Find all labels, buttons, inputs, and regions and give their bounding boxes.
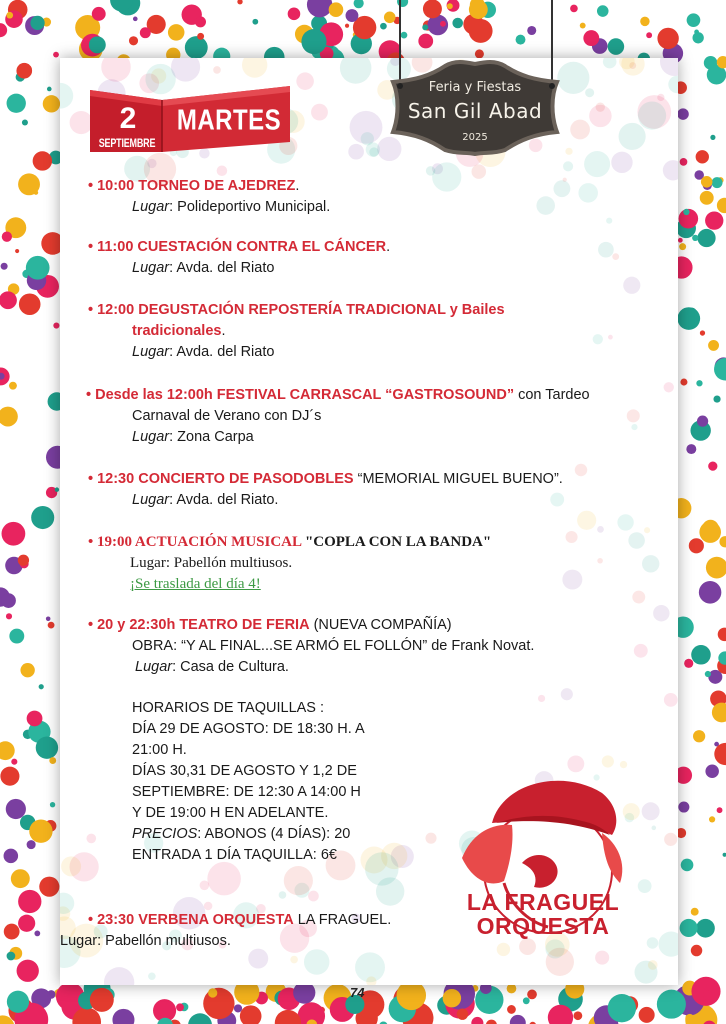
confetti-dot (2, 232, 12, 242)
confetti-dot (678, 238, 683, 243)
confetti-dot (706, 557, 726, 579)
confetti-dot (20, 663, 34, 677)
confetti-dot (570, 120, 590, 140)
confetti-dot (366, 142, 380, 156)
confetti-dot (296, 72, 314, 90)
confetti-dot (685, 1014, 694, 1023)
sign-title: Feria y Fiestas (428, 80, 522, 95)
confetti-dot (129, 36, 138, 45)
confetti-dot (696, 380, 702, 386)
confetti-dot (565, 148, 572, 155)
confetti-dot (6, 12, 13, 19)
confetti-dot (702, 520, 718, 536)
confetti-dot (638, 101, 666, 129)
confetti-dot (208, 988, 217, 997)
confetti-dot (279, 891, 287, 899)
event-place: : Avda. del Riato. (169, 492, 279, 508)
confetti-dot (714, 358, 726, 381)
event-title: • 10:00 TORNEO DE AJEDREZ (88, 178, 296, 194)
event-title-end: . (221, 323, 226, 339)
confetti-dot (623, 277, 640, 294)
weekday-label: MARTES (176, 104, 282, 137)
confetti-dot (195, 16, 206, 27)
event-place: : Avda. del Riato (169, 344, 275, 360)
confetti-dot (47, 87, 52, 92)
confetti-dot (39, 877, 59, 897)
confetti-dot (7, 952, 16, 961)
event-place: Lugar: Pabellón multiusos. (130, 555, 293, 571)
confetti-dot (680, 379, 687, 386)
event-title: • 20 y 22:30h TEATRO DE FERIA (88, 617, 310, 633)
confetti-dot (713, 395, 720, 402)
confetti-dot (304, 949, 330, 975)
confetti-dot (197, 33, 204, 40)
ticket-line: DÍA 29 DE AGOSTO: DE 18:30 H. A (132, 721, 365, 737)
month-label: SEPTIEMBRE (98, 136, 156, 150)
confetti-dot (43, 95, 60, 112)
confetti-dot (608, 38, 625, 55)
confetti-dot (507, 984, 517, 994)
confetti-dot (689, 538, 704, 553)
confetti-dot (457, 1008, 468, 1019)
confetti-dot (60, 893, 74, 914)
confetti-dot (185, 36, 208, 59)
ticket-line: 21:00 H. (132, 742, 187, 758)
event-desc: (NUEVA COMPAÑÍA) (309, 617, 452, 633)
confetti-dot (584, 151, 610, 177)
confetti-dot (692, 235, 698, 241)
confetti-dot (681, 859, 694, 872)
confetti-dot (7, 94, 26, 113)
confetti-dot (696, 919, 715, 938)
confetti-dot (46, 616, 51, 621)
confetti-dot (31, 506, 54, 529)
confetti-dot (31, 16, 43, 28)
confetti-dot (92, 7, 106, 21)
relocation-note[interactable]: ¡Se traslada del día 4! (130, 576, 261, 592)
confetti-dot (242, 58, 267, 78)
confetti-dot (710, 135, 715, 140)
confetti-dot (308, 891, 319, 902)
event-title: • 23:30 VERBENA ORQUESTA (88, 912, 294, 928)
event-desc-cont: Carnaval de Verano con DJ´s (132, 408, 322, 424)
event-desc: LA FRAGUEL. (293, 912, 392, 928)
confetti-dot (577, 511, 596, 530)
event-title: • 12:30 CONCIERTO DE PASODOBLES (88, 471, 354, 487)
event-title-end: . (295, 178, 300, 194)
confetti-dot (27, 840, 36, 849)
confetti-dot (207, 862, 241, 896)
event-title-cont: tradicionales (132, 323, 222, 339)
confetti-dot (701, 176, 713, 188)
confetti-dot (668, 76, 678, 93)
confetti-dot (696, 150, 709, 163)
confetti-dot (680, 919, 698, 937)
confetti-dot (708, 340, 719, 351)
event-item (88, 300, 668, 363)
confetti-dot (33, 151, 52, 170)
entry-price: ENTRADA 1 DÍA TAQUILLA: 6€ (132, 847, 337, 863)
confetti-dot (290, 956, 298, 964)
event-title-end: . (386, 239, 391, 255)
confetti-dot (217, 165, 228, 176)
confetti-dot (719, 536, 726, 547)
confetti-dot (718, 628, 726, 642)
event-item (88, 469, 668, 511)
confetti-dot (691, 908, 699, 916)
confetti-dot (717, 198, 726, 213)
confetti-dot (611, 152, 632, 173)
confetti-dot (717, 807, 723, 813)
sign-name: San Gil Abad (407, 99, 543, 123)
play-info: OBRA: “Y AL FINAL...SE ARMÓ EL FOLLÓN” de Frank Novat. (132, 638, 535, 654)
confetti-dot (36, 737, 58, 759)
event-title: • 12:00 DEGUSTACIÓN REPOSTERÍA TRADICIONAL y Bailes (88, 302, 505, 318)
place-label: Lugar (132, 429, 170, 445)
confetti-dot (6, 613, 12, 619)
confetti-dot (18, 555, 29, 566)
confetti-dot (687, 13, 701, 27)
confetti-dot (603, 58, 617, 68)
confetti-dot (55, 487, 59, 491)
confetti-dot (523, 997, 530, 1004)
confetti-dot (583, 30, 599, 46)
confetti-dot (345, 24, 349, 28)
confetti-dot (9, 629, 24, 644)
prices-value: : ABONOS (4 DÍAS): 20 (197, 826, 351, 842)
logo-line1: LA FRAGUEL (466, 889, 620, 915)
confetti-dot (527, 990, 537, 1000)
confetti-dot (252, 19, 258, 25)
confetti-dot (471, 1017, 483, 1024)
ticket-line: DÍAS 30,31 DE AGOSTO Y 1,2 DE (132, 763, 357, 779)
confetti-dot (570, 5, 578, 13)
confetti-dot (657, 990, 686, 1019)
confetti-dot (510, 1015, 526, 1024)
prices-label: PRECIOS (132, 826, 198, 842)
confetti-dot (60, 83, 73, 109)
logo-line2: ORQUESTA (476, 913, 610, 939)
event-item (88, 237, 668, 279)
confetti-dot (585, 88, 594, 97)
confetti-dot (691, 645, 711, 665)
confetti-dot (646, 32, 652, 38)
confetti-dot (2, 522, 26, 546)
confetti-dot (176, 1003, 184, 1011)
confetti-dot (640, 17, 649, 26)
confetti-dot (19, 293, 41, 315)
confetti-dot (597, 5, 609, 17)
confetti-dot (574, 1011, 583, 1020)
festival-sign (385, 0, 565, 160)
program-page (60, 58, 678, 985)
confetti-dot (687, 308, 696, 317)
confetti-dot (699, 581, 722, 604)
confetti-dot (697, 416, 708, 427)
confetti-dot (18, 173, 40, 195)
confetti-dot (700, 191, 714, 205)
confetti-dot (697, 229, 715, 247)
confetti-dot (660, 58, 678, 76)
confetti-dot (288, 8, 301, 21)
confetti-dot (680, 158, 688, 166)
confetti-dot (648, 960, 658, 970)
confetti-dot (213, 66, 221, 74)
confetti-dot (11, 759, 17, 765)
confetti-dot (204, 902, 212, 910)
confetti-dot (705, 765, 718, 778)
confetti-dot (693, 730, 705, 742)
confetti-dot (9, 382, 17, 390)
confetti-dot (22, 119, 28, 125)
confetti-dot (4, 924, 20, 940)
confetti-dot (53, 52, 59, 58)
confetti-dot (15, 249, 19, 253)
ticket-line: HORARIOS DE TAQUILLAS : (132, 700, 325, 716)
event-title: • 11:00 CUESTACIÓN CONTRA EL CÁNCER (88, 239, 387, 255)
confetti-dot (705, 671, 711, 677)
confetti-dot (589, 105, 611, 127)
confetti-dot (595, 951, 609, 965)
confetti-dot (104, 967, 134, 985)
confetti-dot (4, 849, 19, 864)
event-place: : Polideportivo Municipal. (169, 199, 331, 215)
confetti-dot (27, 711, 43, 727)
confetti-dot (0, 23, 7, 37)
confetti-dot (705, 211, 723, 229)
confetti-dot (49, 757, 56, 764)
confetti-dot (703, 990, 712, 999)
confetti-dot (61, 856, 81, 876)
confetti-dot (17, 960, 39, 982)
confetti-dot (275, 1010, 301, 1024)
confetti-dot (1, 593, 16, 608)
confetti-dot (686, 444, 696, 454)
confetti-dot (619, 123, 646, 150)
confetti-dot (346, 9, 359, 22)
event-place: : Casa de Cultura. (172, 659, 289, 675)
confetti-dot (234, 1004, 242, 1012)
confetti-dot (657, 28, 678, 49)
date-banner (90, 86, 292, 152)
confetti-dot (679, 243, 686, 250)
confetti-dot (140, 27, 151, 38)
confetti-dot (18, 915, 35, 932)
ticket-line: Y DE 19:00 H EN ADELANTE. (132, 805, 329, 821)
confetti-dot (0, 407, 18, 427)
confetti-dot (50, 802, 55, 807)
confetti-dot (340, 58, 372, 84)
place-label: Lugar (132, 260, 170, 276)
confetti-dot (700, 330, 705, 335)
confetti-dot (723, 853, 726, 857)
confetti-dot (580, 23, 586, 29)
confetti-dot (7, 991, 29, 1013)
confetti-dot (608, 994, 636, 1022)
confetti-dot (617, 514, 633, 530)
event-title: • Desde las 12:00h FESTIVAL CARRASCAL “GASTROSOUND” (86, 387, 515, 403)
confetti-dot (691, 945, 702, 956)
confetti-dot (284, 866, 313, 895)
confetti-dot (0, 767, 19, 786)
confetti-dot (240, 1005, 262, 1024)
event-title: • 19:00 ACTUACIÓN MUSICAL (88, 534, 302, 550)
place-label: Lugar (132, 344, 170, 360)
confetti-dot (237, 0, 242, 4)
event-item (88, 532, 668, 595)
place-label: Lugar (132, 199, 170, 215)
event-desc: "COPLA CON LA BANDA" (301, 534, 492, 550)
confetti-dot (90, 988, 114, 1012)
confetti-dot (203, 988, 234, 1019)
confetti-dot (48, 622, 55, 629)
day-number: 2 (119, 102, 137, 135)
confetti-dot (657, 94, 664, 101)
confetti-dot (692, 32, 703, 43)
confetti-dot (639, 1007, 655, 1023)
confetti-dot (0, 741, 15, 760)
confetti-dot (26, 256, 50, 280)
confetti-dot (443, 989, 461, 1007)
confetti-dot (621, 58, 644, 76)
confetti-dot (148, 972, 156, 980)
event-place: : Avda. del Riato (169, 260, 275, 276)
confetti-dot (684, 659, 693, 668)
confetti-dot (563, 161, 573, 171)
confetti-dot (6, 799, 26, 819)
confetti-dot (708, 462, 717, 471)
ticket-line: SEPTIEMBRE: DE 12:30 A 14:00 H (132, 784, 361, 800)
event-item (88, 176, 668, 218)
event-desc: con Tardeo (514, 387, 590, 403)
confetti-dot (507, 1005, 516, 1014)
confetti-dot (11, 869, 30, 888)
confetti-dot (112, 1009, 134, 1024)
place-label: Lugar (132, 492, 170, 508)
event-place: Lugar: Pabellón multiusos. (60, 933, 231, 949)
confetti-dot (683, 209, 689, 215)
confetti-dot (18, 890, 41, 913)
place-label: Lugar (135, 659, 173, 675)
confetti-dot (301, 29, 326, 54)
confetti-dot (39, 684, 44, 689)
confetti-dot (29, 820, 52, 843)
confetti-dot (311, 104, 328, 121)
confetti-dot (354, 0, 364, 8)
confetti-dot (712, 177, 723, 188)
confetti-dot (101, 58, 130, 82)
confetti-dot (89, 36, 106, 53)
confetti-dot (133, 17, 138, 22)
confetti-dot (486, 1020, 497, 1024)
confetti-dot (606, 218, 612, 224)
sign-year: 2025 (462, 132, 488, 143)
confetti-dot (678, 802, 689, 813)
confetti-dot (677, 108, 688, 119)
confetti-dot (307, 0, 332, 17)
event-desc: “MEMORIAL MIGUEL BUENO”. (353, 471, 563, 487)
confetti-dot (53, 322, 59, 328)
confetti-dot (34, 930, 40, 936)
event-item (86, 385, 666, 448)
confetti-dot (168, 24, 185, 41)
confetti-dot (1, 263, 8, 270)
event-place: : Zona Carpa (169, 429, 254, 445)
confetti-dot (47, 990, 56, 999)
confetti-dot (24, 65, 31, 72)
confetti-dot (348, 144, 364, 160)
confetti-dot (329, 2, 344, 17)
page-number: 74 (350, 985, 365, 1000)
confetti-dot (709, 816, 715, 822)
